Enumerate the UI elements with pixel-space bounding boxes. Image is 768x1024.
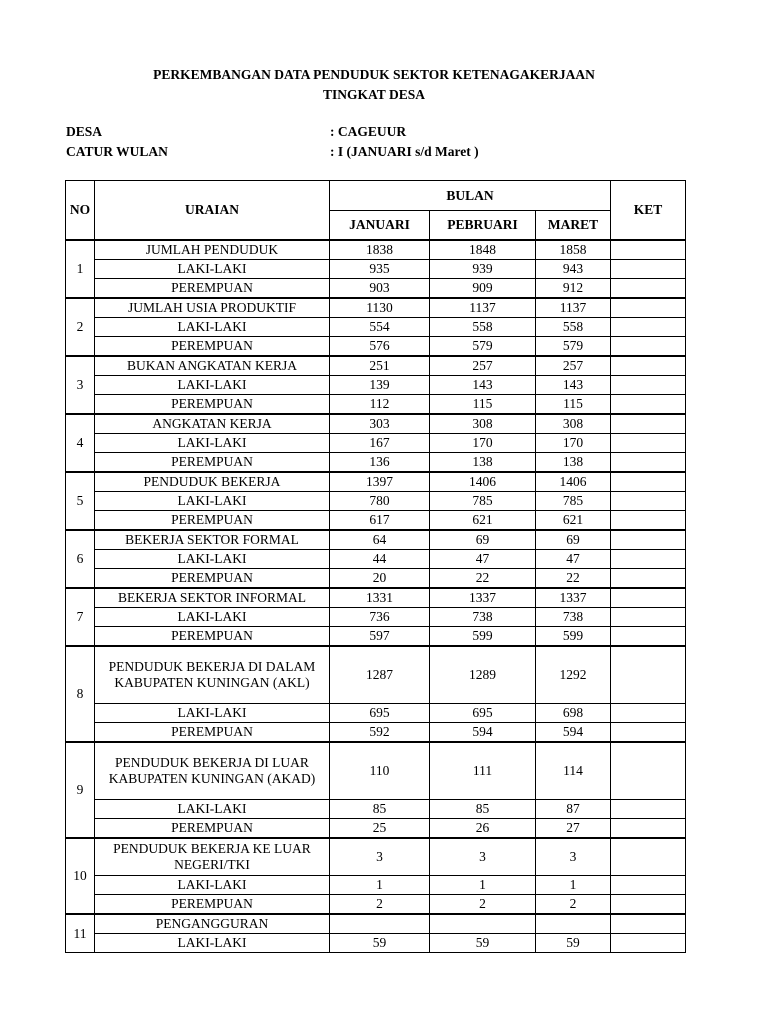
januari-cell: 167 [330,434,430,453]
pebruari-cell: 47 [430,550,536,569]
januari-cell: 736 [330,608,430,627]
maret-cell: 170 [536,434,611,453]
uraian-cell: LAKI-LAKI [95,550,330,569]
pebruari-cell: 1406 [430,472,536,492]
pebruari-cell: 308 [430,414,536,434]
maret-cell: 59 [536,934,611,953]
januari-cell: 1 [330,876,430,895]
row-number: 8 [66,646,95,742]
pebruari-cell: 909 [430,279,536,299]
header-maret: MARET [536,211,611,241]
maret-cell: 599 [536,627,611,647]
pebruari-cell: 558 [430,318,536,337]
pebruari-cell: 143 [430,376,536,395]
ket-cell [611,279,686,299]
januari-cell: 554 [330,318,430,337]
uraian-cell: ANGKATAN KERJA [95,414,330,434]
ket-cell [611,742,686,800]
maret-cell: 138 [536,453,611,473]
pebruari-cell: 138 [430,453,536,473]
ket-cell [611,588,686,608]
table-row [66,704,686,723]
uraian-cell: PEREMPUAN [95,395,330,415]
pebruari-cell: 26 [430,819,536,839]
januari-cell: 59 [330,934,430,953]
pebruari-cell: 115 [430,395,536,415]
januari-cell: 597 [330,627,430,647]
catur-wulan-value: : I (JANUARI s/d Maret ) [330,144,479,159]
maret-cell: 2 [536,895,611,915]
table-row [66,934,686,953]
pebruari-cell: 621 [430,511,536,531]
pebruari-cell: 69 [430,530,536,550]
januari-cell: 695 [330,704,430,723]
uraian-cell: PENDUDUK BEKERJA DI DALAM KABUPATEN KUNINGAN (AKL) [95,646,330,704]
maret-cell: 594 [536,723,611,743]
maret-cell: 912 [536,279,611,299]
maret-cell: 579 [536,337,611,357]
desa-value: : CAGEUUR [330,124,407,139]
ket-cell [611,414,686,434]
januari-cell: 303 [330,414,430,434]
januari-cell: 576 [330,337,430,357]
table-row [66,723,686,743]
header-januari: JANUARI [330,211,430,241]
table-row [66,646,686,704]
uraian-cell: PEREMPUAN [95,279,330,299]
januari-cell: 935 [330,260,430,279]
document-title-line1: PERKEMBANGAN DATA PENDUDUK SEKTOR KETENAGAKERJAAN [153,67,595,82]
ket-cell [611,819,686,839]
table-row [66,530,686,550]
row-number: 10 [66,838,95,914]
row-number: 2 [66,298,95,356]
pebruari-cell: 738 [430,608,536,627]
uraian-cell: LAKI-LAKI [95,704,330,723]
uraian-cell: JUMLAH PENDUDUK [95,240,330,260]
ket-cell [611,608,686,627]
uraian-cell: LAKI-LAKI [95,260,330,279]
table-row [66,376,686,395]
table-row [66,627,686,647]
januari-cell: 112 [330,395,430,415]
maret-cell: 257 [536,356,611,376]
table-row [66,876,686,895]
pebruari-cell: 1289 [430,646,536,704]
januari-cell: 617 [330,511,430,531]
table-row [66,453,686,473]
januari-cell: 1130 [330,298,430,318]
table-row [66,279,686,299]
januari-cell: 44 [330,550,430,569]
maret-cell: 1406 [536,472,611,492]
januari-cell: 592 [330,723,430,743]
row-number: 6 [66,530,95,588]
table-row [66,414,686,434]
ket-cell [611,914,686,934]
ket-cell [611,704,686,723]
ket-cell [611,240,686,260]
table-row [66,588,686,608]
table-row [66,318,686,337]
pebruari-cell: 1 [430,876,536,895]
table-row [66,492,686,511]
document-title-line2: TINGKAT DESA [323,87,425,102]
januari-cell: 251 [330,356,430,376]
pebruari-cell: 170 [430,434,536,453]
maret-cell: 738 [536,608,611,627]
table-row [66,260,686,279]
maret-cell: 785 [536,492,611,511]
pebruari-cell: 785 [430,492,536,511]
ket-cell [611,453,686,473]
catur-wulan-label: CATUR WULAN [66,144,168,159]
table-row [66,240,686,260]
maret-cell: 87 [536,800,611,819]
ket-cell [611,550,686,569]
maret-cell: 27 [536,819,611,839]
pebruari-cell: 3 [430,838,536,876]
pebruari-cell: 22 [430,569,536,589]
pebruari-cell: 111 [430,742,536,800]
maret-cell: 1337 [536,588,611,608]
row-number: 7 [66,588,95,646]
ket-cell [611,492,686,511]
ket-cell [611,569,686,589]
januari-cell [330,914,430,934]
maret-cell: 69 [536,530,611,550]
table-row [66,895,686,915]
uraian-cell: PEREMPUAN [95,895,330,915]
table-row [66,434,686,453]
ket-cell [611,876,686,895]
ket-cell [611,337,686,357]
maret-cell: 47 [536,550,611,569]
maret-cell: 943 [536,260,611,279]
row-number: 5 [66,472,95,530]
table-row [66,800,686,819]
pebruari-cell: 1848 [430,240,536,260]
ket-cell [611,318,686,337]
maret-cell: 1858 [536,240,611,260]
uraian-cell: LAKI-LAKI [95,800,330,819]
ket-cell [611,934,686,953]
januari-cell: 1397 [330,472,430,492]
ket-cell [611,395,686,415]
januari-cell: 3 [330,838,430,876]
maret-cell: 698 [536,704,611,723]
uraian-cell: BUKAN ANGKATAN KERJA [95,356,330,376]
pebruari-cell: 599 [430,627,536,647]
maret-cell [536,914,611,934]
maret-cell: 22 [536,569,611,589]
ket-cell [611,646,686,704]
table-row [66,608,686,627]
pebruari-cell: 579 [430,337,536,357]
januari-cell: 20 [330,569,430,589]
maret-cell: 1137 [536,298,611,318]
ket-cell [611,627,686,647]
uraian-cell: JUMLAH USIA PRODUKTIF [95,298,330,318]
ket-cell [611,472,686,492]
uraian-cell: LAKI-LAKI [95,934,330,953]
maret-cell: 308 [536,414,611,434]
pebruari-cell: 2 [430,895,536,915]
table-body [66,240,686,953]
ket-cell [611,723,686,743]
ket-cell [611,260,686,279]
januari-cell: 110 [330,742,430,800]
uraian-cell: LAKI-LAKI [95,876,330,895]
pebruari-cell: 1337 [430,588,536,608]
uraian-cell: PENGANGGURAN [95,914,330,934]
table-row [66,838,686,876]
row-number: 11 [66,914,95,953]
ket-cell [611,838,686,876]
uraian-cell: LAKI-LAKI [95,492,330,511]
pebruari-cell: 1137 [430,298,536,318]
table-row [66,550,686,569]
row-number: 4 [66,414,95,472]
row-number: 3 [66,356,95,414]
ket-cell [611,298,686,318]
pebruari-cell: 59 [430,934,536,953]
table-row [66,395,686,415]
uraian-cell: LAKI-LAKI [95,318,330,337]
uraian-cell: LAKI-LAKI [95,434,330,453]
header-pebruari: PEBRUARI [430,211,536,241]
ket-cell [611,530,686,550]
januari-cell: 64 [330,530,430,550]
pebruari-cell: 695 [430,704,536,723]
table-row [66,511,686,531]
uraian-cell: PEREMPUAN [95,453,330,473]
januari-cell: 903 [330,279,430,299]
maret-cell: 1 [536,876,611,895]
maret-cell: 143 [536,376,611,395]
januari-cell: 1331 [330,588,430,608]
januari-cell: 136 [330,453,430,473]
uraian-cell: PENDUDUK BEKERJA [95,472,330,492]
ket-cell [611,895,686,915]
maret-cell: 1292 [536,646,611,704]
januari-cell: 85 [330,800,430,819]
table-row [66,472,686,492]
ket-cell [611,376,686,395]
januari-cell: 139 [330,376,430,395]
uraian-cell: PEREMPUAN [95,337,330,357]
ket-cell [611,800,686,819]
header-uraian: URAIAN [95,181,330,241]
maret-cell: 621 [536,511,611,531]
row-number: 1 [66,240,95,298]
uraian-cell: LAKI-LAKI [95,376,330,395]
table-row [66,298,686,318]
maret-cell: 114 [536,742,611,800]
pebruari-cell: 594 [430,723,536,743]
uraian-cell: PENDUDUK BEKERJA KE LUAR NEGERI/TKI [95,838,330,876]
header-bulan: BULAN [330,181,611,211]
pebruari-cell: 939 [430,260,536,279]
table-row [66,569,686,589]
uraian-cell: PEREMPUAN [95,819,330,839]
uraian-cell: PEREMPUAN [95,627,330,647]
data-table [65,180,686,953]
uraian-cell: PEREMPUAN [95,569,330,589]
uraian-cell: PEREMPUAN [95,511,330,531]
uraian-cell: BEKERJA SEKTOR FORMAL [95,530,330,550]
table-row [66,742,686,800]
ket-cell [611,434,686,453]
table-row [66,819,686,839]
januari-cell: 1838 [330,240,430,260]
maret-cell: 3 [536,838,611,876]
uraian-cell: LAKI-LAKI [95,608,330,627]
ket-cell [611,511,686,531]
uraian-cell: PENDUDUK BEKERJA DI LUAR KABUPATEN KUNINGAN (AKAD) [95,742,330,800]
pebruari-cell: 85 [430,800,536,819]
header-ket: KET [611,181,686,241]
maret-cell: 115 [536,395,611,415]
ket-cell [611,356,686,376]
uraian-cell: PEREMPUAN [95,723,330,743]
januari-cell: 1287 [330,646,430,704]
uraian-cell: BEKERJA SEKTOR INFORMAL [95,588,330,608]
januari-cell: 25 [330,819,430,839]
desa-label: DESA [66,124,103,139]
pebruari-cell: 257 [430,356,536,376]
table-row [66,356,686,376]
pebruari-cell [430,914,536,934]
header-no: NO [66,181,95,241]
maret-cell: 558 [536,318,611,337]
januari-cell: 780 [330,492,430,511]
row-number: 9 [66,742,95,838]
januari-cell: 2 [330,895,430,915]
table-row [66,337,686,357]
table-row [66,914,686,934]
